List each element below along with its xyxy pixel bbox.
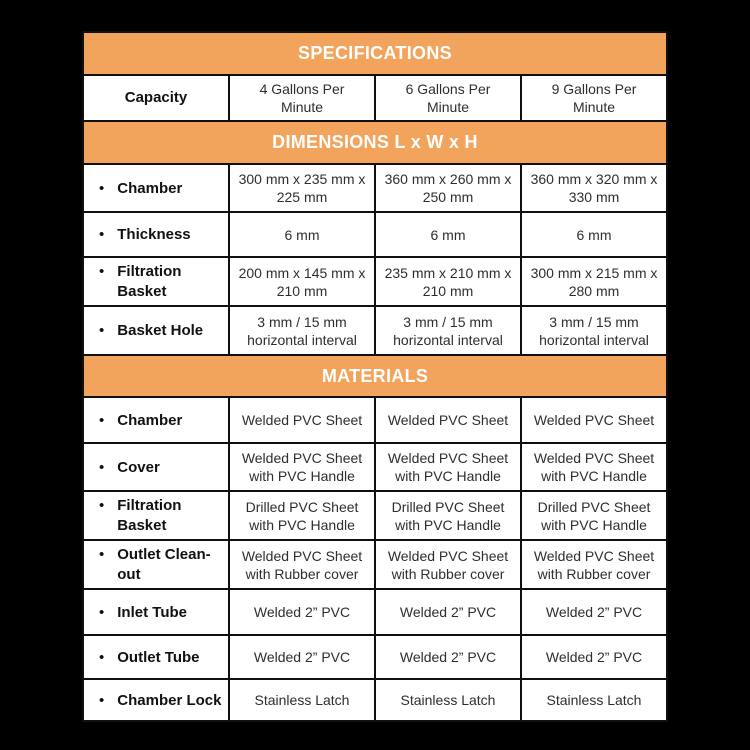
cell-value: 4 Gallons Per Minute — [229, 75, 375, 121]
row-label-chamber-lock — [83, 679, 229, 721]
cell-value: Welded PVC Sheet with PVC Handle — [375, 443, 521, 491]
cell-value: 300 mm x 235 mm x 225 mm — [229, 164, 375, 212]
cell-value: Welded PVC Sheet — [521, 397, 667, 443]
row-label-text: Thickness — [117, 226, 191, 244]
cell-value: Welded PVC Sheet with Rubber cover — [375, 540, 521, 589]
table-row — [83, 75, 667, 121]
cell-value: 6 mm — [229, 212, 375, 257]
cell-value: 360 mm x 320 mm x 330 mm — [521, 164, 667, 212]
cell-value: Welded 2” PVC — [229, 589, 375, 635]
row-label-text: Capacity — [124, 89, 188, 107]
bullet-icon: • — [99, 226, 105, 244]
cell-value: 360 mm x 260 mm x 250 mm — [375, 164, 521, 212]
cell-value: Drilled PVC Sheet with PVC Handle — [229, 491, 375, 540]
table-row — [83, 589, 667, 635]
cell-value: Welded PVC Sheet with PVC Handle — [229, 443, 375, 491]
row-label-text: Basket Hole — [117, 322, 204, 340]
table-row — [83, 491, 667, 540]
bullet-icon: • — [99, 648, 105, 666]
bullet-icon: • — [99, 322, 105, 340]
row-label-text: Outlet Clean-out — [117, 546, 211, 583]
row-label-text: Filtration Basket — [117, 497, 182, 534]
cell-value: Welded PVC Sheet — [375, 397, 521, 443]
row-label-text: Chamber — [117, 179, 183, 197]
row-label-text: Inlet Tube — [117, 603, 187, 621]
row-label-text: Chamber — [117, 411, 183, 429]
row-label-inlet-tube — [83, 589, 229, 635]
row-label-filtration-basket-material — [83, 491, 229, 540]
table-row — [83, 635, 667, 679]
cell-value: 6 Gallons Per Minute — [375, 75, 521, 121]
cell-value: 300 mm x 215 mm x 280 mm — [521, 257, 667, 306]
section-band-dimensions-row — [83, 121, 667, 164]
cell-value: 3 mm / 15 mm horizontal interval — [521, 306, 667, 355]
table-row — [83, 679, 667, 721]
bullet-icon: • — [99, 497, 105, 515]
cell-value: 200 mm x 145 mm x 210 mm — [229, 257, 375, 306]
cell-value: 9 Gallons Per Minute — [521, 75, 667, 121]
cell-value: Welded PVC Sheet with Rubber cover — [229, 540, 375, 589]
bullet-icon: • — [99, 546, 105, 564]
row-label-chamber-material — [83, 397, 229, 443]
cell-value: Stainless Latch — [229, 679, 375, 721]
cell-value: Welded 2” PVC — [375, 589, 521, 635]
section-header-materials: MATERIALS — [83, 355, 667, 397]
table-row — [83, 164, 667, 212]
row-label-chamber — [83, 164, 229, 212]
cell-value: Welded PVC Sheet — [229, 397, 375, 443]
table-row — [83, 257, 667, 306]
cell-value: Welded PVC Sheet with Rubber cover — [521, 540, 667, 589]
table-row — [83, 443, 667, 491]
row-label-basket-hole — [83, 306, 229, 355]
table-row — [83, 540, 667, 589]
specifications-table — [82, 31, 668, 722]
bullet-icon: • — [99, 263, 105, 281]
bullet-icon: • — [99, 458, 105, 476]
cell-value: Welded 2” PVC — [521, 589, 667, 635]
bullet-icon: • — [99, 603, 105, 621]
row-label-outlet-clean-out — [83, 540, 229, 589]
row-label-cover — [83, 443, 229, 491]
row-label-text: Chamber Lock — [117, 691, 222, 709]
bullet-icon: • — [99, 179, 105, 197]
table-row — [83, 397, 667, 443]
bullet-icon: • — [99, 691, 105, 709]
cell-value: 3 mm / 15 mm horizontal interval — [375, 306, 521, 355]
section-header-dimensions: DIMENSIONS L x W x H — [83, 121, 667, 164]
row-label-text: Outlet Tube — [117, 648, 200, 666]
section-band-materials-row — [83, 355, 667, 397]
row-label-text: Cover — [117, 458, 160, 476]
cell-value: Welded 2” PVC — [521, 635, 667, 679]
cell-value: Stainless Latch — [375, 679, 521, 721]
bullet-icon: • — [99, 411, 105, 429]
row-label-text: Filtration Basket — [117, 263, 182, 300]
cell-value: Stainless Latch — [521, 679, 667, 721]
cell-value: 235 mm x 210 mm x 210 mm — [375, 257, 521, 306]
section-header-specifications: SPECIFICATIONS — [83, 32, 667, 75]
row-label-capacity — [83, 75, 229, 121]
row-label-filtration-basket — [83, 257, 229, 306]
section-band-specifications-row — [83, 32, 667, 75]
cell-value: 6 mm — [521, 212, 667, 257]
cell-value: Drilled PVC Sheet with PVC Handle — [375, 491, 521, 540]
cell-value: 6 mm — [375, 212, 521, 257]
table-row — [83, 212, 667, 257]
cell-value: Drilled PVC Sheet with PVC Handle — [521, 491, 667, 540]
cell-value: Welded PVC Sheet with PVC Handle — [521, 443, 667, 491]
row-label-outlet-tube — [83, 635, 229, 679]
table-row — [83, 306, 667, 355]
row-label-thickness — [83, 212, 229, 257]
cell-value: Welded 2” PVC — [229, 635, 375, 679]
cell-value: 3 mm / 15 mm horizontal interval — [229, 306, 375, 355]
cell-value: Welded 2” PVC — [375, 635, 521, 679]
